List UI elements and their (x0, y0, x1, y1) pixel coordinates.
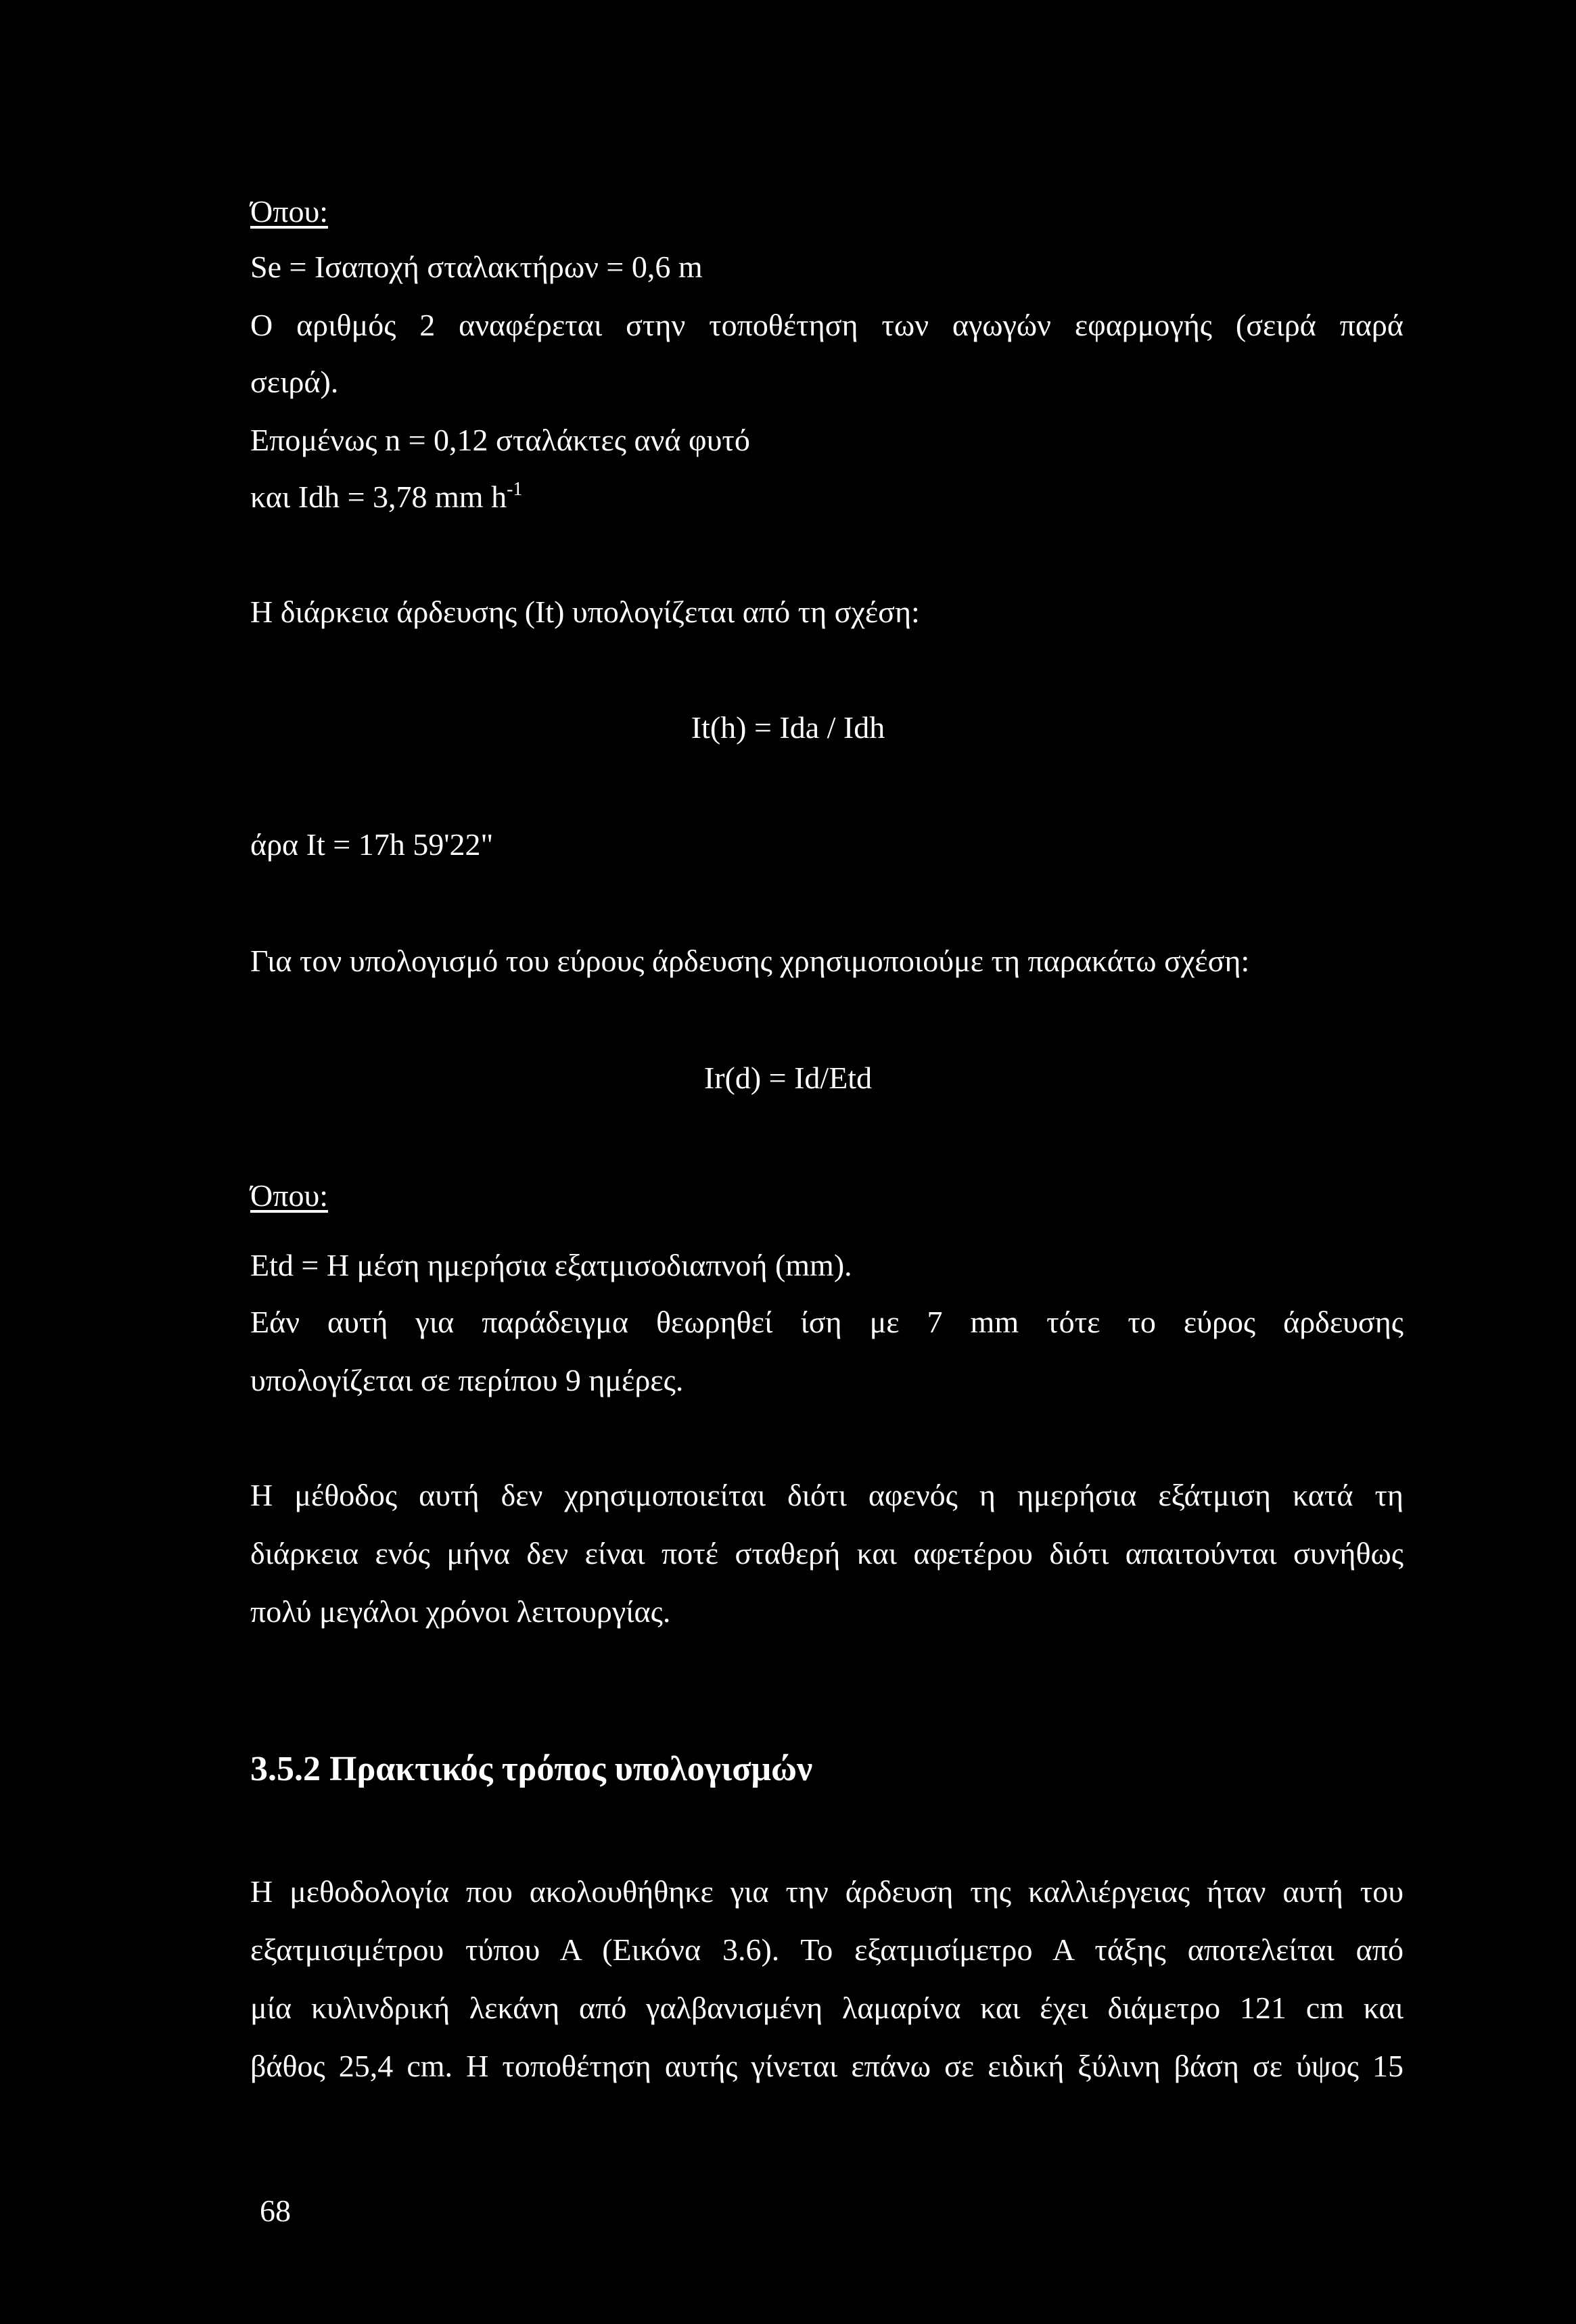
where-label: Όπου: (250, 194, 328, 229)
paragraph-line: Η μεθοδολογία που ακολουθήθηκε για την άρδευση της καλλιέργειας ήταν αυτή του (250, 1874, 1404, 1909)
idh-text: και Idh = 3,78 mm h (250, 480, 507, 514)
section-heading: 3.5.2 Πρακτικός τρόπος υπολογισμών (250, 1750, 813, 1788)
paragraph-line: σειρά). (250, 365, 339, 399)
paragraph-line: υπολογίζεται σε περίπου 9 ημέρες. (250, 1363, 684, 1397)
page-number: 68 (260, 2193, 291, 2228)
paragraph-line: Εάν αυτή για παράδειγμα θεωρηθεί ίση με 7 mm τότε το εύρος άρδευσης (250, 1305, 1404, 1339)
dripper-spacing-line: Se = Ισαποχή σταλακτήρων = 0,6 m (250, 250, 703, 284)
paragraph-line: εξατμισιμέτρου τύπου Α (Εικόνα 3.6). Το εξατμισίμετρο Α τάξης αποτελείται από (250, 1932, 1404, 1967)
paragraph-line: πολύ μεγάλοι χρόνοι λειτουργίας. (250, 1594, 671, 1629)
etd-definition: Etd = Η μέση ημερήσια εξατμισοδιαπνοή (mm). (250, 1248, 852, 1282)
paragraph-line: μία κυλινδρική λεκάνη από γαλβανισμένη λαμαρίνα και έχει διάμετρο 121 cm και (250, 1991, 1404, 2025)
interval-intro: Για τον υπολογισμό του εύρους άρδευσης χρησιμοποιούμε τη παρακάτω σχέση: (250, 944, 1250, 978)
where-label: Όπου: (250, 1178, 328, 1213)
paragraph-line: Η μέθοδος αυτή δεν χρησιμοποιείται διότι αφενός η ημερήσια εξάτμιση κατά τη (250, 1478, 1404, 1512)
interval-formula: Ir(d) = Id/Etd (703, 1061, 873, 1095)
duration-intro: Η διάρκεια άρδευσης (It) υπολογίζεται από τη σχέση: (250, 595, 920, 629)
paragraph-line: Ο αριθμός 2 αναφέρεται στην τοποθέτηση των αγωγών εφαρμογής (σειρά παρά (250, 308, 1404, 342)
drippers-per-plant-line: Επομένως n = 0,12 σταλάκτες ανά φυτό (250, 423, 750, 457)
idh-exponent: -1 (507, 479, 523, 500)
paragraph-line: βάθος 25,4 cm. Η τοποθέτηση αυτής γίνεται επάνω σε ειδική ξύλινη βάση σε ύψος 15 (250, 2049, 1404, 2083)
duration-formula: It(h) = Ida / Idh (691, 710, 885, 745)
paragraph-line: διάρκεια ενός μήνα δεν είναι ποτέ σταθερή και αφετέρου διότι απαιτούνται συνήθως (250, 1536, 1404, 1571)
idh-line (250, 479, 523, 514)
duration-result: άρα It = 17h 59'22" (250, 827, 494, 862)
